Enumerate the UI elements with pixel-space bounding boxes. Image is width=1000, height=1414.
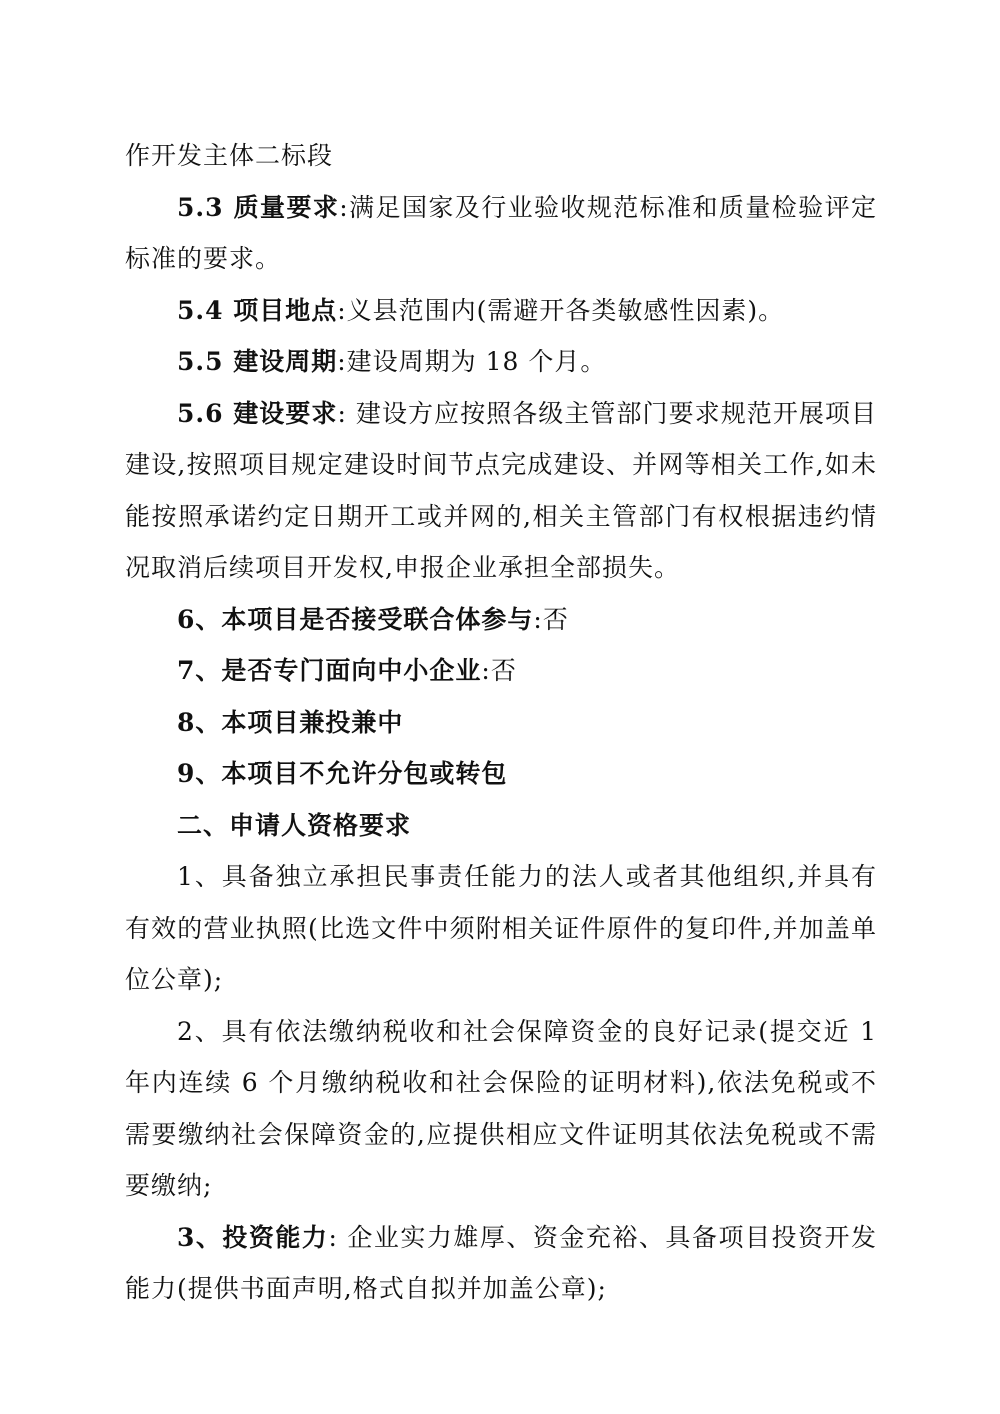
paragraph-text: :义县范围内(需避开各类敏感性因素)。 — [337, 295, 785, 325]
paragraph-text: 2、具有依法缴纳税收和社会保障资金的良好记录(提交近 1 年内连续 6 个月缴纳税收和社会保险的证明材料),依法免税或不需要缴纳社会保障资金的,应提供相应文件证明其依法免税或不需要缴纳; — [125, 1016, 877, 1200]
paragraph-text: 作开发主体二标段 — [125, 141, 334, 170]
paragraph-label: 5.3 质量要求 — [177, 192, 340, 222]
paragraph-9-subcontract — [125, 748, 877, 800]
paragraph-label: 5.4 项目地点 — [177, 295, 338, 325]
paragraph-label: 6、本项目是否接受联合体参与 — [177, 604, 534, 634]
paragraph-8-bid — [125, 697, 877, 749]
paragraph-requirement-2 — [125, 1006, 877, 1212]
paragraph-6-consortium — [125, 594, 877, 646]
paragraph-label: 5.5 建设周期 — [177, 347, 338, 376]
paragraph-text: :否 — [481, 656, 517, 685]
section-heading-text: 二、申请人资格要求 — [177, 810, 412, 840]
paragraph-requirement-3 — [125, 1212, 877, 1315]
paragraph-text: :满足国家及行业验收规范标准和质量检验评定标准的要求。 — [125, 192, 877, 273]
paragraph-text: :否 — [533, 604, 569, 634]
paragraph-text: : 建设方应按照各级主管部门要求规范开展项目建设,按照项目规定建设时间节点完成建设、并网等相关工作,如未能按照承诺约定日期开工或并网的,相关主管部门有权根据违约情况取消后续项目开发权,申报企业承担全部损失。 — [125, 398, 877, 582]
paragraph-label: 8、本项目兼投兼中 — [177, 707, 404, 737]
paragraph-text: : 企业实力雄厚、资金充裕、具备项目投资开发能力(提供书面声明,格式自拟并加盖公章); — [125, 1222, 877, 1303]
paragraph-5-4-project-location — [125, 285, 877, 337]
paragraph-5-6-construction-requirement — [125, 388, 877, 594]
paragraph-label: 9、本项目不允许分包或转包 — [177, 759, 508, 788]
paragraph-label: 5.6 建设要求 — [177, 398, 338, 428]
paragraph-text: :建设周期为 18 个月。 — [337, 347, 607, 376]
paragraph-requirement-1 — [125, 851, 877, 1006]
document-body — [125, 130, 877, 1315]
paragraph-text: 1、具备独立承担民事责任能力的法人或者其他组织,并具有有效的营业执照(比选文件中须附相关证件原件的复印件,并加盖单位公章); — [125, 862, 877, 994]
section-heading-applicant-qualification — [125, 800, 877, 852]
paragraph-continuation — [125, 130, 877, 182]
paragraph-7-sme — [125, 645, 877, 697]
paragraph-label: 3、投资能力 — [177, 1222, 329, 1252]
paragraph-label: 7、是否专门面向中小企业 — [177, 656, 482, 685]
paragraph-5-3-quality-requirement — [125, 182, 877, 285]
paragraph-5-5-construction-period — [125, 336, 877, 388]
